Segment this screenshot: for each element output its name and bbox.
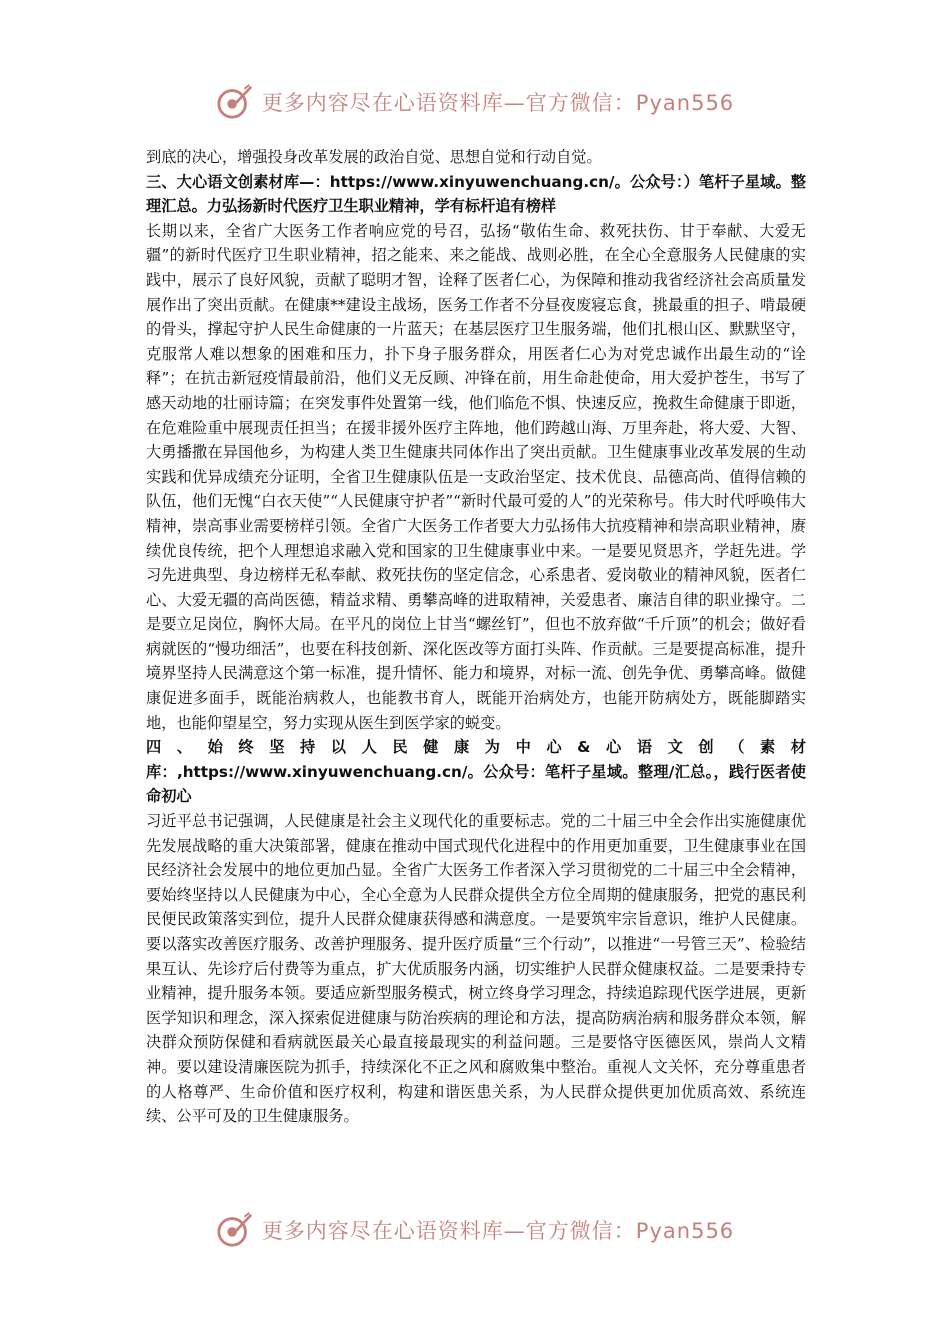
section-heading-3: 三、大心语文创素材库—：https://www.xinyuwenchuang.cn/。公众号：）笔杆子星域。整理汇总。力弘扬新时代医疗卫生职业精神，学有标杆追有榜样 <box>146 172 806 216</box>
section-paragraph-4: 习近平总书记强调，人民健康是社会主义现代化的重要标志。党的二十届三中全会作出实施健康优先发展战略的重大决策部署，健康在推动中国式现代化进程中的作用更加重要，卫生健康事业在国民经济社会发展中的地位更加凸显。全省广大医务工作者深入学习贯彻党的二十届三中全会精神，要始终坚持以人民健康为中心，全心全意为人民群众提供全方位全周期的健康服务，把党的惠民利民便民政策落实到位，提升人民群众健康获得感和满意度。一是要筑牢宗旨意识，维护人民健康。要以落实改善医疗服务、改善护理服务、提升医疗质量“三个行动”，以推进“一号管三天”、检验结果互认、先诊疗后付费等为重点，扩大优质服务内涵，切实维护人民群众健康权益。二是要秉持专业精神，提升服务本领。要适应新型服务模式，树立终身学习理念，持续追踪现代医学进展，更新医学知识和理念，深入探索促进健康与防治疾病的理论和方法，提高防病治病和服务群众本领，解决群众预防保健和看病就医最关心最直接最现实的利益问题。三是要恪守医德医风，崇尚人文精神。要以建设清廉医院为抓手，持续深化不正之风和腐败集中整治。重视人文关怀，充分尊重患者的人格尊严、生命价值和医疗权利，构建和谐医患关系，为人民群众提供更加优质高效、系统连续、公平可及的卫生健康服务。 <box>146 812 806 1126</box>
document-body <box>146 145 806 1129</box>
footer-banner <box>0 1210 950 1250</box>
quill-circle-logo-icon <box>216 83 254 121</box>
header-banner <box>0 82 950 122</box>
section-paragraph-3: 长期以来，全省广大医务工作者响应党的号召，弘扬“敬佑生命、救死扶伤、甘于奉献、大爱无疆”的新时代医疗卫生职业精神，招之能来、来之能战、战则必胜，在全心全意服务人民健康的实践中，展示了良好风貌，贡献了聪明才智，诠释了医者仁心，为保障和推动我省经济社会高质量发展作出了突出贡献。在健康**建设主战场，医务工作者不分昼夜废寝忘食，挑最重的担子、啃最硬的骨头，撑起守护人民生命健康的一片蓝天；在基层医疗卫生服务端，他们扎根山区、默默坚守，克服常人难以想象的困难和压力，扑下身子服务群众，用医者仁心为对党忠诚作出最生动的“诠释”；在抗击新冠疫情最前沿，他们义无反顾、冲锋在前，用生命赴使命，用大爱护苍生，书写了感天动地的壮丽诗篇；在突发事件处置第一线，他们临危不惧、快速反应，挽救生命健康于即逝，在危难险重中展现责任担当；在援非援外医疗主阵地，他们跨越山海、万里奔赴，将大爱、大智、大勇播撒在异国他乡，为构建人类卫生健康共同体作出了突出贡献。卫生健康事业改革发展的生动实践和优异成绩充分证明，全省卫生健康队伍是一支政治坚定、技术优良、品德高尚、值得信赖的队伍，他们无愧“白衣天使”“人民健康守护者”“新时代最可爱的人”的光荣称号。伟大时代呼唤伟大精神，崇高事业需要榜样引领。全省广大医务工作者要大力弘扬伟大抗疫精神和崇高职业精神，赓续优良传统，把个人理想追求融入党和国家的卫生健康事业中来。一是要见贤思齐，学赶先进。学习先进典型、身边榜样无私奉献、救死扶伤的坚定信念，心系患者、爱岗敬业的精神风貌，医者仁心、大爱无疆的高尚医德，精益求精、勇攀高峰的进取精神，关爱患者、廉洁自律的职业操守。二是要立足岗位，胸怀大局。在平凡的岗位上甘当“螺丝钉”，但也不放弃做“千斤顶”的机会；做好看病就医的“慢功细活”，也要在科技创新、深化医改等方面打头阵、作贡献。三是要提高标准，提升境界坚持人民满意这个第一标准，提升情怀、能力和境界，对标一流、创先争优、勇攀高峰。做健康促进多面手，既能治病救人，也能教书育人，既能开治病处方，也能开防病处方，既能脚踏实地，也能仰望星空，努力实现从医生到医学家的蜕变。 <box>146 221 806 732</box>
section-heading-4: 四、始终坚持以人民健康为中心&心语文创（素材库：,https://www.xinyuwenchuang.cn/。公众号：笔杆子星域。整理/汇总。，践行医者使命初心 <box>146 738 806 806</box>
intro-paragraph: 到底的决心，增强投身改革发展的政治自觉、思想自觉和行动自觉。 <box>146 148 602 166</box>
banner-text: 更多内容尽在心语资料库—官方微信：Pyan556 <box>261 91 735 115</box>
quill-circle-logo-icon <box>216 1211 254 1249</box>
banner-text: 更多内容尽在心语资料库—官方微信：Pyan556 <box>261 1219 735 1243</box>
